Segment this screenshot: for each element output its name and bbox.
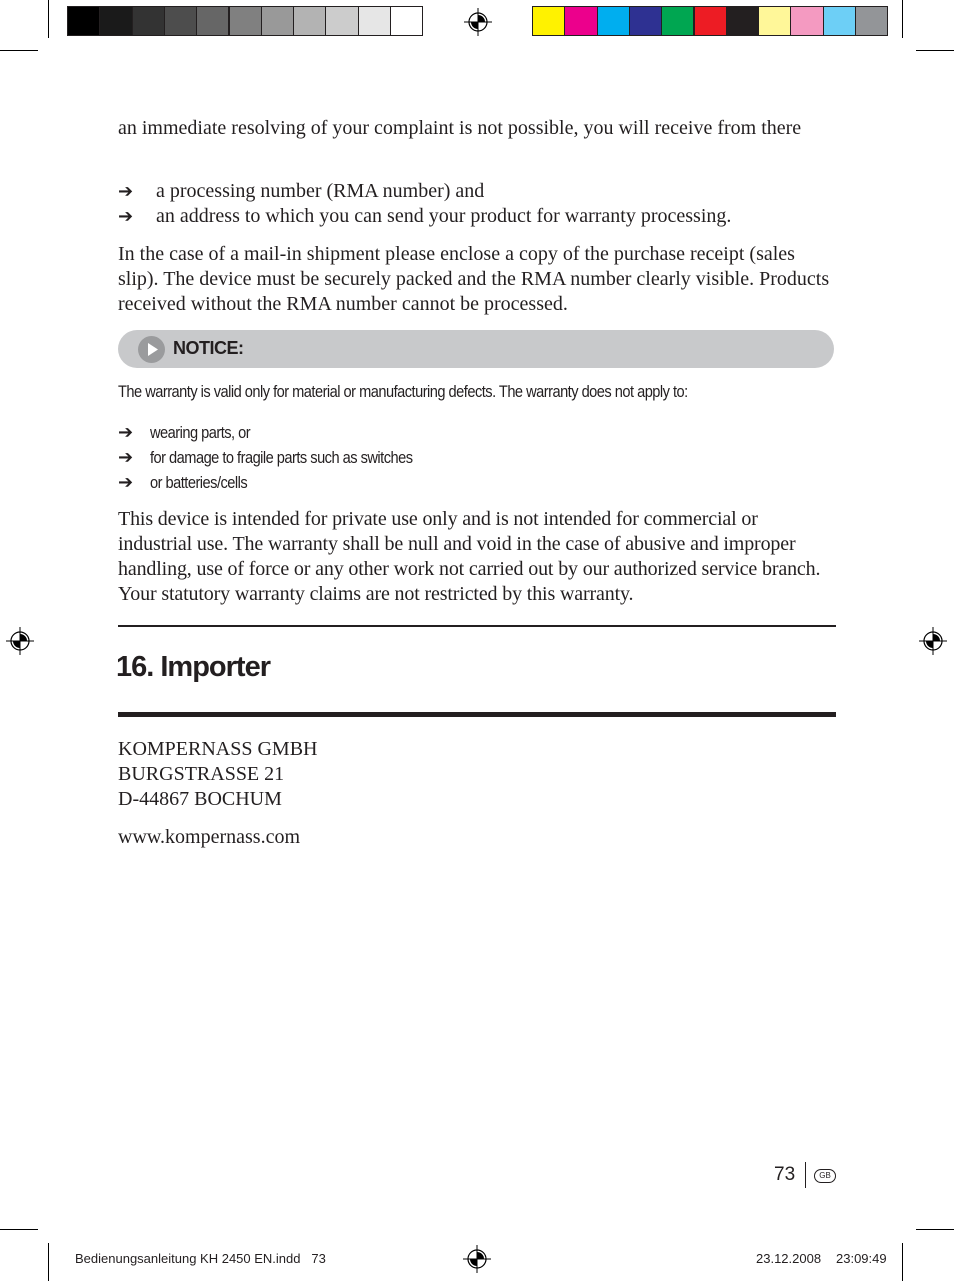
- color-swatch: [532, 6, 565, 36]
- notice-label: NOTICE:: [173, 338, 244, 358]
- importer-company: KOMPERNASS GMBH: [118, 738, 318, 760]
- crop-mark: [0, 1229, 38, 1230]
- page-number-divider: [805, 1162, 806, 1188]
- crosshair-registration-icon: [6, 627, 34, 655]
- print-footer-date: 23.12.2008: [756, 1251, 822, 1266]
- color-swatch: [790, 6, 823, 36]
- color-swatch: [855, 6, 888, 36]
- crop-mark: [48, 0, 49, 38]
- list-item: [118, 204, 731, 229]
- notice-text: The warranty is valid only for material or manufacturing defects. The warranty does not apply to:: [118, 382, 688, 401]
- crop-mark: [48, 1243, 49, 1281]
- importer-website: www.kompernass.com: [118, 826, 301, 848]
- importer-street: BURGSTRASSE 21: [118, 763, 285, 785]
- private-use-paragraph: This device is intended for private use only and is not intended for commercial or industrial use. The warranty shall be null and void in the case of abusive and improper handling, use of force or any other work not carried out by our authorized service branch. Your statutory warranty claims are not restricted by this warranty.: [118, 508, 821, 605]
- color-swatch: [564, 6, 597, 36]
- section-heading: 16. Importer: [116, 651, 270, 683]
- list-item-text: or batteries/cells: [150, 473, 248, 492]
- list-item-text: for damage to fragile parts such as switches: [150, 448, 413, 467]
- right-arrow-icon: ➔: [118, 206, 134, 227]
- right-arrow-icon: ➔: [118, 447, 134, 468]
- crosshair-registration-icon: [919, 627, 947, 655]
- list-item-text: a processing number (RMA number) and: [156, 180, 485, 202]
- color-swatch: [629, 6, 662, 36]
- crosshair-registration-icon: [463, 1245, 491, 1273]
- color-swatch: [661, 6, 694, 36]
- section-rule-top: [118, 625, 836, 627]
- print-footer-file: Bedienungsanleitung KH 2450 EN.indd 73: [75, 1251, 326, 1266]
- color-swatch: [99, 6, 132, 36]
- print-footer-time: 23:09:49: [836, 1251, 887, 1266]
- mailin-paragraph: In the case of a mail-in shipment please enclose a copy of the purchase receipt (sales slip). The device must be securely packed and the RMA number clearly visible. Products received without the RMA number cannot be processed.: [118, 243, 830, 315]
- color-swatch: [67, 6, 100, 36]
- page-number: 73: [774, 1164, 796, 1185]
- color-swatch: [758, 6, 791, 36]
- color-swatch: [390, 6, 423, 36]
- country-badge: GB: [814, 1169, 836, 1183]
- color-swatch: [293, 6, 326, 36]
- right-arrow-icon: ➔: [118, 422, 134, 443]
- list-item: [118, 179, 484, 204]
- color-swatch: [229, 6, 262, 36]
- crop-mark: [902, 1243, 903, 1281]
- crop-mark: [916, 50, 954, 51]
- color-swatch: [694, 6, 727, 36]
- crosshair-registration-icon: [464, 8, 492, 36]
- color-swatch: [132, 6, 165, 36]
- list-item-text: wearing parts, or: [150, 423, 251, 442]
- play-triangle-icon: [138, 336, 165, 363]
- color-swatch: [358, 6, 391, 36]
- color-swatch: [261, 6, 294, 36]
- right-arrow-icon: ➔: [118, 472, 134, 493]
- list-item-text: an address to which you can send your product for warranty processing.: [156, 205, 732, 227]
- crop-mark: [0, 50, 38, 51]
- crop-mark: [916, 1229, 954, 1230]
- color-swatch: [597, 6, 630, 36]
- color-swatch: [164, 6, 197, 36]
- crop-mark: [902, 0, 903, 38]
- importer-city: D-44867 BOCHUM: [118, 788, 282, 810]
- list-item: [118, 470, 263, 495]
- section-rule-bottom: [118, 712, 836, 717]
- list-item: [118, 445, 455, 470]
- list-item: [118, 420, 266, 445]
- right-arrow-icon: ➔: [118, 181, 134, 202]
- color-swatch: [726, 6, 759, 36]
- color-swatch: [196, 6, 229, 36]
- notice-banner: [118, 330, 834, 368]
- color-swatch: [823, 6, 856, 36]
- color-swatch: [325, 6, 358, 36]
- intro-paragraph: an immediate resolving of your complaint is not possible, you will receive from there: [118, 117, 802, 139]
